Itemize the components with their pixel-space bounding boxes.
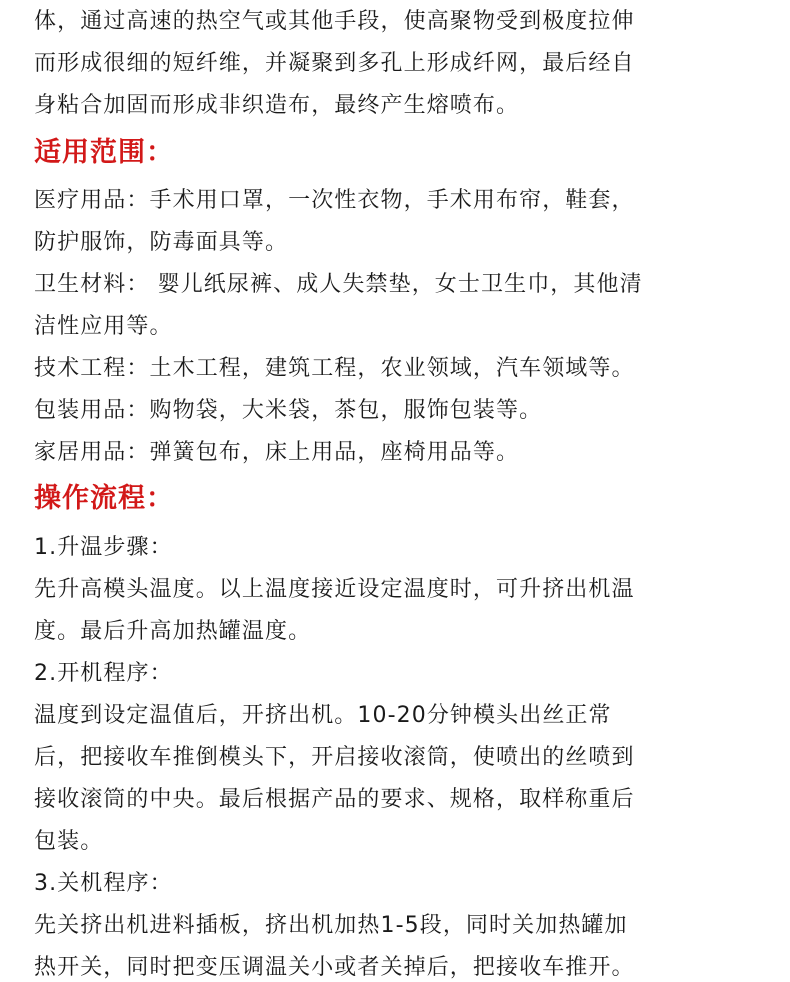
process-line-2: 先升高模头温度。以上温度接近设定温度时，可升挤出机温	[34, 577, 635, 602]
intro-line-3: 身粘合加固而形成非织造布，最终产生熔喷布。	[34, 93, 520, 118]
scope-line-1: 医疗用品：手术用口罩，一次性衣物，手术用布帘，鞋套，	[34, 188, 635, 213]
process-line-4: 2.开机程序：	[34, 661, 173, 686]
process-line-9: 3.关机程序：	[34, 871, 173, 896]
scope-line-5: 技术工程：土木工程，建筑工程，农业领域，汽车领域等。	[34, 356, 635, 381]
scope-line-2: 防护服饰，防毒面具等。	[34, 230, 289, 255]
scope-line-7: 家居用品：弹簧包布，床上用品，座椅用品等。	[34, 440, 520, 465]
scope-line-3: 卫生材料： 婴儿纸尿裤、成人失禁垫，女士卫生巾，其他清	[34, 272, 643, 297]
scope-line-4: 洁性应用等。	[34, 314, 173, 339]
scope-line-6: 包装用品：购物袋，大米袋，茶包，服饰包装等。	[34, 398, 543, 423]
scope-heading: 适用范围：	[34, 137, 174, 168]
process-line-8: 包装。	[34, 829, 104, 854]
process-line-1: 1.升温步骤：	[34, 535, 173, 560]
process-heading: 操作流程：	[34, 483, 174, 514]
process-line-3: 度。最后升高加热罐温度。	[34, 619, 312, 644]
process-line-11: 热开关，同时把变压调温关小或者关掉后，把接收车推开。	[34, 955, 635, 980]
process-line-10: 先关挤出机进料插板，挤出机加热1-5段，同时关加热罐加	[34, 913, 628, 938]
process-line-7: 接收滚筒的中央。最后根据产品的要求、规格，取样称重后	[34, 787, 635, 812]
intro-line-1: 体，通过高速的热空气或其他手段，使高聚物受到极度拉伸	[34, 9, 635, 34]
process-line-6: 后，把接收车推倒模头下，开启接收滚筒，使喷出的丝喷到	[34, 745, 635, 770]
intro-line-2: 而形成很细的短纤维，并凝聚到多孔上形成纤网，最后经自	[34, 51, 635, 76]
process-line-5: 温度到设定温值后，开挤出机。10-20分钟模头出丝正常	[34, 703, 612, 728]
